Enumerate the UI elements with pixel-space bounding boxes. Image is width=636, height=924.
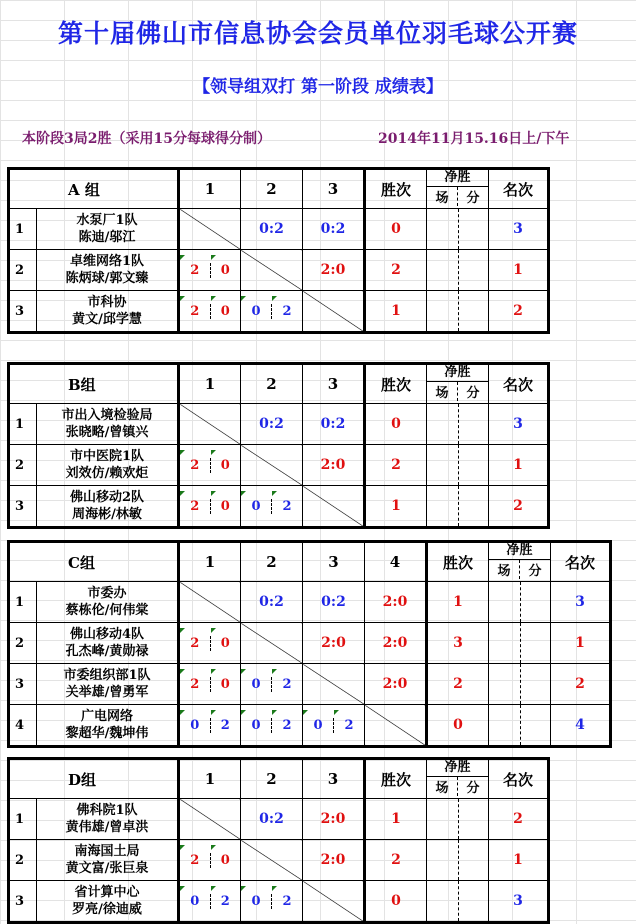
team-name: 佛科院1队: [76, 803, 138, 818]
net-header-label: 净胜: [444, 170, 471, 185]
self-match-cell: [179, 799, 241, 840]
net-value-cell: [427, 799, 489, 840]
net-value-cell: [427, 209, 489, 250]
page-title: 第十届佛山市信息协会会员单位羽毛球公开赛: [57, 19, 578, 48]
self-match-cell: [303, 486, 365, 528]
games-won: 0: [180, 894, 210, 909]
net-header-label: 净胜: [506, 543, 533, 558]
games-won: 0: [241, 677, 271, 692]
self-match-cell: [179, 209, 241, 250]
games-lost: 2: [271, 304, 302, 319]
net-value-cell: [427, 840, 489, 881]
match-result: 2:0: [365, 582, 427, 623]
games-lost: 0: [210, 263, 241, 278]
opponent-col-header: 2: [241, 542, 303, 582]
team-index: 2: [9, 623, 37, 664]
net-value-cell: [489, 664, 551, 705]
opponent-col-header: 1: [179, 759, 241, 799]
self-match-cell: [303, 664, 365, 705]
match-result: 0:2: [303, 582, 365, 623]
match-result: 2:0: [365, 664, 427, 705]
team-cell: [37, 404, 179, 445]
match-rule: 本阶段3局2胜（采用15分每球得分制）: [22, 131, 271, 147]
net-header: [489, 542, 551, 582]
net-value-cell: [489, 623, 551, 664]
team-name: 佛山移动2队: [69, 490, 145, 505]
group-4: [7, 757, 550, 924]
group-table: [7, 757, 550, 924]
match-result: 0:2: [241, 404, 303, 445]
rank-header: 名次: [551, 542, 611, 582]
team-players: 张晓略/曾镇兴: [65, 425, 149, 440]
team-players: 陈迪/邬江: [78, 230, 136, 245]
opponent-col-header: 1: [179, 364, 241, 404]
team-players: 陈炳球/郭文臻: [65, 271, 149, 286]
net-value-cell: [427, 881, 489, 923]
net-points-header: 分: [519, 560, 550, 579]
games-lost: 2: [271, 499, 302, 514]
opponent-col-header: 1: [179, 169, 241, 209]
team-index: 1: [9, 209, 37, 250]
group-header-row: [9, 169, 549, 209]
rank-header: 名次: [489, 364, 549, 404]
opponent-col-header: 2: [241, 169, 303, 209]
match-games: [179, 705, 241, 747]
games-lost: 2: [210, 718, 241, 733]
net-value-cell: [489, 582, 551, 623]
team-row: [9, 486, 549, 528]
team-index: 3: [9, 881, 37, 923]
team-cell: [37, 582, 179, 623]
team-row: [9, 840, 549, 881]
rank-value: 1: [551, 623, 611, 664]
games-won: 0: [241, 304, 271, 319]
team-cell: [37, 664, 179, 705]
match-games: [179, 623, 241, 664]
group-name: A 组: [9, 169, 179, 209]
group-header-row: [9, 759, 549, 799]
team-name: 市出入境检验局: [61, 408, 153, 423]
team-cell: [37, 209, 179, 250]
games-won: 2: [180, 853, 210, 868]
team-name: 佛山移动4队: [69, 627, 145, 642]
self-match-cell: [179, 582, 241, 623]
page-subtitle: 【领导组双打 第一阶段 成绩表】: [193, 77, 443, 97]
games-won: 2: [180, 636, 210, 651]
group-name: B组: [9, 364, 179, 404]
group-header-row: [9, 542, 611, 582]
wins-value: 1: [427, 582, 489, 623]
rank-value: 2: [551, 664, 611, 705]
team-cell: [37, 881, 179, 923]
games-won: 0: [241, 499, 271, 514]
games-won: 0: [241, 894, 271, 909]
group-header-row: [9, 364, 549, 404]
wins-value: 1: [365, 486, 427, 528]
team-players: 孔杰峰/黄勋禄: [65, 644, 149, 659]
team-cell: [37, 445, 179, 486]
wins-value: 2: [365, 445, 427, 486]
team-players: 黄伟雄/曾卓洪: [65, 820, 149, 835]
match-games: [179, 250, 241, 291]
team-cell: [37, 291, 179, 333]
team-players: 周海彬/林敏: [72, 507, 142, 522]
group-3: [7, 540, 612, 748]
games-lost: 2: [210, 894, 241, 909]
match-result: 0:2: [303, 404, 365, 445]
wins-value: 0: [365, 209, 427, 250]
team-players: 关举雄/曾勇军: [65, 685, 149, 700]
team-index: 3: [9, 664, 37, 705]
rank-header: 名次: [489, 759, 549, 799]
team-cell: [37, 799, 179, 840]
wins-value: 0: [427, 705, 489, 747]
self-match-cell: [179, 404, 241, 445]
team-players: 黄文富/张巨泉: [65, 861, 149, 876]
match-games: [179, 486, 241, 528]
group-name: C组: [9, 542, 179, 582]
net-header-label: 净胜: [444, 760, 471, 775]
match-result: 0:2: [241, 209, 303, 250]
rank-value: 2: [489, 486, 549, 528]
wins-value: 2: [365, 840, 427, 881]
rank-value: 3: [489, 881, 549, 923]
match-date: 2014年11月15.16日上/下午: [378, 131, 570, 147]
team-row: [9, 881, 549, 923]
rank-value: 1: [489, 250, 549, 291]
net-value-cell: [427, 291, 489, 333]
net-value-cell: [427, 486, 489, 528]
match-games: [179, 445, 241, 486]
opponent-col-header: 3: [303, 542, 365, 582]
team-name: 市中医院1队: [69, 449, 145, 464]
self-match-cell: [365, 705, 427, 747]
games-won: 0: [180, 718, 210, 733]
team-row: [9, 623, 611, 664]
net-value-cell: [427, 445, 489, 486]
self-match-cell: [241, 840, 303, 881]
team-name: 市委办: [87, 586, 127, 601]
team-name: 市科协: [87, 295, 127, 310]
wins-value: 2: [427, 664, 489, 705]
team-row: [9, 664, 611, 705]
opponent-col-header: 1: [179, 542, 241, 582]
net-header: [427, 759, 489, 799]
net-points-header: 分: [457, 777, 488, 796]
games-won: 2: [180, 263, 210, 278]
games-lost: 0: [210, 304, 241, 319]
rank-value: 4: [551, 705, 611, 747]
match-games: [179, 291, 241, 333]
match-games: [179, 881, 241, 923]
opponent-col-header: 3: [303, 759, 365, 799]
group-1: [7, 167, 550, 334]
team-row: [9, 582, 611, 623]
team-name: 广电网络: [80, 709, 133, 724]
team-row: [9, 404, 549, 445]
games-lost: 0: [210, 853, 241, 868]
team-row: [9, 445, 549, 486]
games-lost: 2: [271, 718, 302, 733]
team-cell: [37, 486, 179, 528]
match-games: [241, 881, 303, 923]
games-won: 0: [241, 718, 271, 733]
rank-value: 1: [489, 840, 549, 881]
team-index: 2: [9, 445, 37, 486]
self-match-cell: [303, 291, 365, 333]
team-row: [9, 799, 549, 840]
team-index: 1: [9, 582, 37, 623]
opponent-col-header: 3: [303, 169, 365, 209]
net-value-cell: [489, 705, 551, 747]
rank-value: 1: [489, 445, 549, 486]
group-table: [7, 167, 550, 334]
team-name: 南海国土局: [74, 844, 140, 859]
rank-value: 3: [551, 582, 611, 623]
games-lost: 0: [210, 458, 241, 473]
games-won: 0: [303, 718, 333, 733]
team-index: 2: [9, 250, 37, 291]
match-games: [241, 486, 303, 528]
match-result: 0:2: [241, 799, 303, 840]
wins-header: 胜次: [365, 364, 427, 404]
match-result: 2:0: [303, 840, 365, 881]
net-header: [427, 169, 489, 209]
net-games-header: 场: [435, 781, 449, 796]
games-won: 2: [180, 499, 210, 514]
games-won: 2: [180, 458, 210, 473]
rank-value: 3: [489, 209, 549, 250]
net-points-header: 分: [457, 382, 488, 401]
opponent-col-header: 3: [303, 364, 365, 404]
wins-header: 胜次: [365, 759, 427, 799]
wins-value: 0: [365, 404, 427, 445]
team-players: 罗亮/徐迪威: [72, 902, 142, 917]
rank-value: 2: [489, 291, 549, 333]
net-value-cell: [427, 404, 489, 445]
team-index: 3: [9, 291, 37, 333]
team-row: [9, 209, 549, 250]
self-match-cell: [303, 881, 365, 923]
team-players: 蔡栋伦/何伟棠: [65, 603, 149, 618]
match-result: 2:0: [303, 250, 365, 291]
games-lost: 0: [210, 677, 241, 692]
group-table: [7, 540, 612, 748]
match-result: 2:0: [303, 445, 365, 486]
match-result: 2:0: [303, 799, 365, 840]
games-lost: 0: [210, 499, 241, 514]
self-match-cell: [241, 250, 303, 291]
games-won: 2: [180, 304, 210, 319]
match-games: [241, 705, 303, 747]
self-match-cell: [241, 623, 303, 664]
team-players: 黄文/邱学慧: [72, 312, 142, 327]
net-games-header: 场: [435, 386, 449, 401]
opponent-col-header: 4: [365, 542, 427, 582]
wins-header: 胜次: [427, 542, 489, 582]
team-row: [9, 291, 549, 333]
team-index: 2: [9, 840, 37, 881]
rank-value: 2: [489, 799, 549, 840]
group-table: [7, 362, 550, 529]
team-index: 3: [9, 486, 37, 528]
rank-header: 名次: [489, 169, 549, 209]
match-games: [303, 705, 365, 747]
team-cell: [37, 250, 179, 291]
team-row: [9, 705, 611, 747]
net-games-header: 场: [497, 564, 511, 579]
self-match-cell: [241, 445, 303, 486]
net-value-cell: [427, 250, 489, 291]
team-players: 刘效仿/赖欢炬: [65, 466, 149, 481]
wins-header: 胜次: [365, 169, 427, 209]
games-lost: 2: [271, 677, 302, 692]
net-games-header: 场: [435, 191, 449, 206]
match-result: 0:2: [303, 209, 365, 250]
match-result: 2:0: [303, 623, 365, 664]
team-name: 卓维网络1队: [69, 254, 145, 269]
match-games: [241, 664, 303, 705]
games-lost: 2: [271, 894, 302, 909]
team-name: 省计算中心: [74, 885, 140, 900]
wins-value: 1: [365, 799, 427, 840]
team-cell: [37, 623, 179, 664]
net-header: [427, 364, 489, 404]
net-header-label: 净胜: [444, 365, 471, 380]
wins-value: 0: [365, 881, 427, 923]
team-players: 黎超华/魏坤伟: [65, 726, 149, 741]
team-index: 1: [9, 799, 37, 840]
team-row: [9, 250, 549, 291]
net-points-header: 分: [457, 187, 488, 206]
team-cell: [37, 705, 179, 747]
match-games: [179, 664, 241, 705]
wins-value: 2: [365, 250, 427, 291]
match-games: [179, 840, 241, 881]
wins-value: 3: [427, 623, 489, 664]
group-2: [7, 362, 550, 529]
match-result: 0:2: [241, 582, 303, 623]
match-result: 2:0: [365, 623, 427, 664]
opponent-col-header: 2: [241, 759, 303, 799]
opponent-col-header: 2: [241, 364, 303, 404]
group-name: D组: [9, 759, 179, 799]
team-cell: [37, 840, 179, 881]
team-index: 4: [9, 705, 37, 747]
rank-value: 3: [489, 404, 549, 445]
match-games: [241, 291, 303, 333]
team-name: 市委组织部1队: [63, 668, 151, 683]
team-name: 水泵厂1队: [76, 213, 138, 228]
games-lost: 0: [210, 636, 241, 651]
wins-value: 1: [365, 291, 427, 333]
team-index: 1: [9, 404, 37, 445]
games-won: 2: [180, 677, 210, 692]
games-lost: 2: [333, 718, 364, 733]
